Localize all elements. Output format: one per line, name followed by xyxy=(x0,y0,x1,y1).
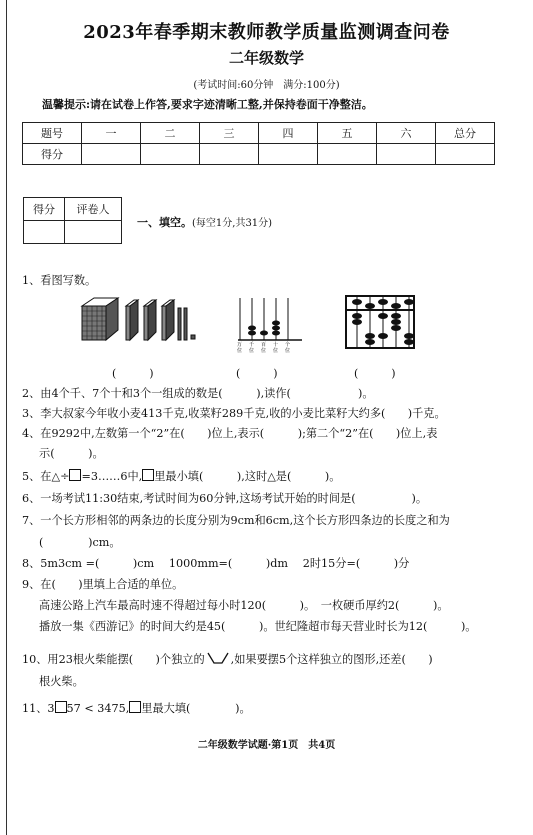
question-9: 9、在( )里填上合适的单位。 xyxy=(22,578,184,591)
answer-blank[interactable]: ( ) xyxy=(354,367,396,380)
notice-text: 温馨提示:请在试卷上作答,要求字迹清晰工整,并保持卷面干净整洁。 xyxy=(42,98,373,111)
score-entry[interactable] xyxy=(259,144,318,165)
question-5-part: 里最小填( ),这时△是( )。 xyxy=(154,470,341,483)
question-9a: 高速公路上汽车最高时速不得超过每小时120( )。 一枚硬币厚约2( )。 xyxy=(39,599,449,612)
question-4-line-1: 4、在9292中,左数第一个“2”在( )位上,表示( );第二个“2”在( )位上,表 xyxy=(22,427,438,440)
question-5 xyxy=(22,468,340,484)
question-1: 1、看图写数。 xyxy=(22,274,97,287)
abacus-place-label: 位 xyxy=(285,348,291,354)
score-entry[interactable] xyxy=(377,144,436,165)
abacus-place-label: 千 xyxy=(249,342,255,348)
abacus-icon xyxy=(346,296,414,348)
score-entry[interactable] xyxy=(318,144,377,165)
question-7-line-2: ( )cm。 xyxy=(39,536,121,549)
hundred-flat-icon xyxy=(144,300,156,340)
counting-frame-icon xyxy=(238,298,302,340)
exam-title: 2023年春季期末教师教学质量监测调查问卷 xyxy=(83,22,450,43)
question-11-part: 57 < 3475, xyxy=(66,702,130,715)
section-title xyxy=(137,214,272,230)
ten-rod-icon xyxy=(178,308,187,340)
score-cell: 总分 xyxy=(436,123,495,144)
question-2: 2、由4个千、7个十和3个一组成的数是( ),读作( )。 xyxy=(22,387,374,400)
square-blank-icon xyxy=(129,701,141,713)
score-entry[interactable] xyxy=(200,144,259,165)
question-11-part: 里最大填( )。 xyxy=(141,702,251,715)
square-blank-icon xyxy=(55,701,67,713)
matchstick-shape-icon xyxy=(205,651,231,665)
score-cell: 五 xyxy=(318,123,377,144)
question-11-part: 11、3 xyxy=(22,702,55,715)
abacus-place-label: 位 xyxy=(273,348,279,354)
grader-table xyxy=(23,197,122,244)
score-entry[interactable] xyxy=(141,144,200,165)
score-table-score-row xyxy=(23,144,495,165)
question-11 xyxy=(22,700,251,716)
abacus-place-label: 位 xyxy=(261,348,267,354)
score-table-header-row xyxy=(23,123,495,144)
question-10-part: ,如果要摆5个这样独立的图形,还差( ) xyxy=(230,653,433,666)
score-cell: 一 xyxy=(82,123,141,144)
exam-subtitle: 二年级数学 xyxy=(228,49,304,67)
grader-cell: 评卷人 xyxy=(65,198,122,221)
hundred-flat-icon xyxy=(126,300,138,340)
question-6: 6、一场考试11:30结束,考试时间为60分钟,这场考试开始的时间是( )。 xyxy=(22,492,428,505)
question-8: 8、5m3cm =( )cm 1000mm=( )dm 2时15分=( )分 xyxy=(22,557,410,570)
abacus-place-label: 百 xyxy=(261,342,267,348)
answer-blank[interactable]: ( ) xyxy=(112,367,154,380)
question-9b: 播放一集《西游记》的时间大约是45( )。世纪隆超市每天营业时长为12( )。 xyxy=(39,620,477,633)
abacus-place-label: 位 xyxy=(249,348,255,354)
page-footer: 二年级数学试题·第1页 共4页 xyxy=(197,740,336,751)
question-4-line-2: 示( )。 xyxy=(39,447,104,460)
section-points: (每空1分,共31分) xyxy=(192,218,273,229)
score-cell: 题号 xyxy=(23,123,82,144)
grader-entry[interactable] xyxy=(24,221,65,244)
abacus-place-label: 万 xyxy=(237,342,243,348)
binding-line xyxy=(6,0,7,835)
score-entry[interactable] xyxy=(436,144,495,165)
grader-entry[interactable] xyxy=(65,221,122,244)
score-cell: 四 xyxy=(259,123,318,144)
score-cell: 得分 xyxy=(23,144,82,165)
grader-cell: 得分 xyxy=(24,198,65,221)
question-5-part: 5、在△÷ xyxy=(22,470,70,483)
question-3: 3、李大叔家今年收小麦413千克,收菜籽289千克,收的小麦比菜籽大约多( )千克。 xyxy=(22,407,446,420)
abacus-place-label: 个 xyxy=(285,342,291,348)
abacus-place-label: 十 xyxy=(273,342,279,348)
question-5-part: =3……6中, xyxy=(81,470,143,483)
question-10-line-2: 根火柴。 xyxy=(39,675,84,688)
question-10 xyxy=(22,651,433,667)
abacus-place-label: 位 xyxy=(237,348,243,354)
score-cell: 三 xyxy=(200,123,259,144)
square-blank-icon xyxy=(142,469,154,481)
score-entry[interactable] xyxy=(82,144,141,165)
score-cell: 二 xyxy=(141,123,200,144)
thousand-cube-icon xyxy=(82,298,118,340)
square-blank-icon xyxy=(69,469,81,481)
question-10-part: 10、用23根火柴能摆( )个独立的 xyxy=(22,653,205,666)
section-title-text: 一、填空。 xyxy=(137,216,192,229)
score-cell: 六 xyxy=(377,123,436,144)
question-7-line-1: 7、一个长方形相邻的两条边的长度分别为9cm和6cm,这个长方形四条边的长度之和为 xyxy=(22,514,450,527)
unit-cube-icon xyxy=(191,335,195,339)
hundred-flat-icon xyxy=(162,300,174,340)
score-table xyxy=(22,122,495,165)
exam-info: (考试时间:60分钟 满分:100分) xyxy=(193,80,340,91)
answer-blank[interactable]: ( ) xyxy=(236,367,278,380)
question-1-figures xyxy=(70,292,470,354)
